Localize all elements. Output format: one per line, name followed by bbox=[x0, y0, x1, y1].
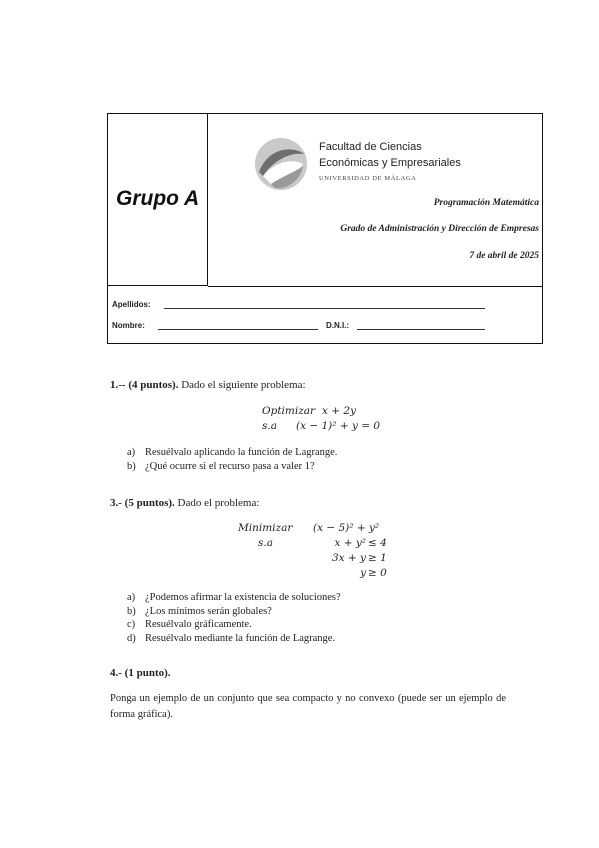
p3-constraint-3-lhs: y bbox=[360, 567, 366, 579]
university-name: UNIVERSIDAD DE MÁLAGA bbox=[319, 175, 417, 182]
dni-label: D.N.I.: bbox=[326, 321, 350, 330]
p3-objective: (x − 5)² + y² bbox=[313, 522, 380, 534]
p3-item-d: d) Resuélvalo mediante la función de Lagrange. bbox=[127, 633, 336, 644]
degree-title: Grado de Administración y Dirección de Empresas bbox=[340, 224, 539, 234]
p3-item-b: b) ¿Los mínimos serán globales? bbox=[127, 606, 272, 617]
dni-field[interactable] bbox=[357, 329, 485, 330]
header-divider bbox=[208, 286, 542, 287]
faculty-name-line1: Facultad de Ciencias bbox=[319, 141, 422, 153]
p1-item-a: a) Resuélvalo aplicando la función de Lagrange. bbox=[127, 447, 338, 458]
nombre-label: Nombre: bbox=[112, 321, 145, 330]
problem-1-statement: Dado el siguiente problema: bbox=[181, 379, 306, 391]
p1-objective: x + 2y bbox=[322, 405, 357, 417]
p3-constraint-1-lhs: x + y² bbox=[334, 537, 366, 549]
p3-constraint-2-lhs: 3x + y bbox=[331, 552, 366, 564]
exam-date: 7 de abril de 2025 bbox=[469, 251, 539, 261]
p3-constraint-1-rel: ≤ 4 bbox=[368, 537, 387, 549]
p3-item-a: a) ¿Podemos afirmar la existencia de soluciones? bbox=[127, 592, 341, 603]
p3-constraint-2-rel: ≥ 1 bbox=[368, 552, 387, 564]
problem-4-statement: Ponga un ejemplo de un conjunto que sea compacto y no convexo (puede ser un ejemplo de forma gráfica). bbox=[110, 693, 506, 720]
group-cell bbox=[108, 114, 208, 286]
p3-constraint-3-rel: ≥ 0 bbox=[368, 567, 387, 579]
exam-header bbox=[107, 113, 543, 344]
p1-objective-label: Optimizar bbox=[262, 405, 316, 417]
p1-constraint: (x − 1)² + y = 0 bbox=[296, 420, 381, 432]
p1-item-b: b) ¿Qué ocurre si el recurso pasa a valer 1? bbox=[127, 461, 315, 472]
course-title: Programación Matemática bbox=[433, 198, 539, 208]
apellidos-field[interactable] bbox=[164, 308, 485, 309]
problem-1-heading: 1.-- (4 puntos). Dado el siguiente problema: bbox=[110, 379, 306, 391]
p1-st-label: s.a bbox=[262, 420, 277, 432]
p3-objective-label: Minimizar bbox=[238, 522, 293, 534]
university-logo-icon bbox=[253, 136, 309, 192]
faculty-name-line2: Económicas y Empresariales bbox=[319, 157, 461, 169]
problem-3-statement: Dado el problema: bbox=[177, 497, 260, 509]
group-label: Grupo A bbox=[116, 187, 200, 210]
apellidos-label: Apellidos: bbox=[112, 300, 151, 309]
problem-4-heading: 4.- (1 punto). bbox=[110, 667, 171, 679]
problem-3-heading: 3.- (5 puntos). Dado el problema: bbox=[110, 497, 260, 509]
p3-item-c: c) Resuélvalo gráficamente. bbox=[127, 619, 252, 630]
nombre-field[interactable] bbox=[158, 329, 318, 330]
p3-st-label: s.a bbox=[258, 537, 273, 549]
